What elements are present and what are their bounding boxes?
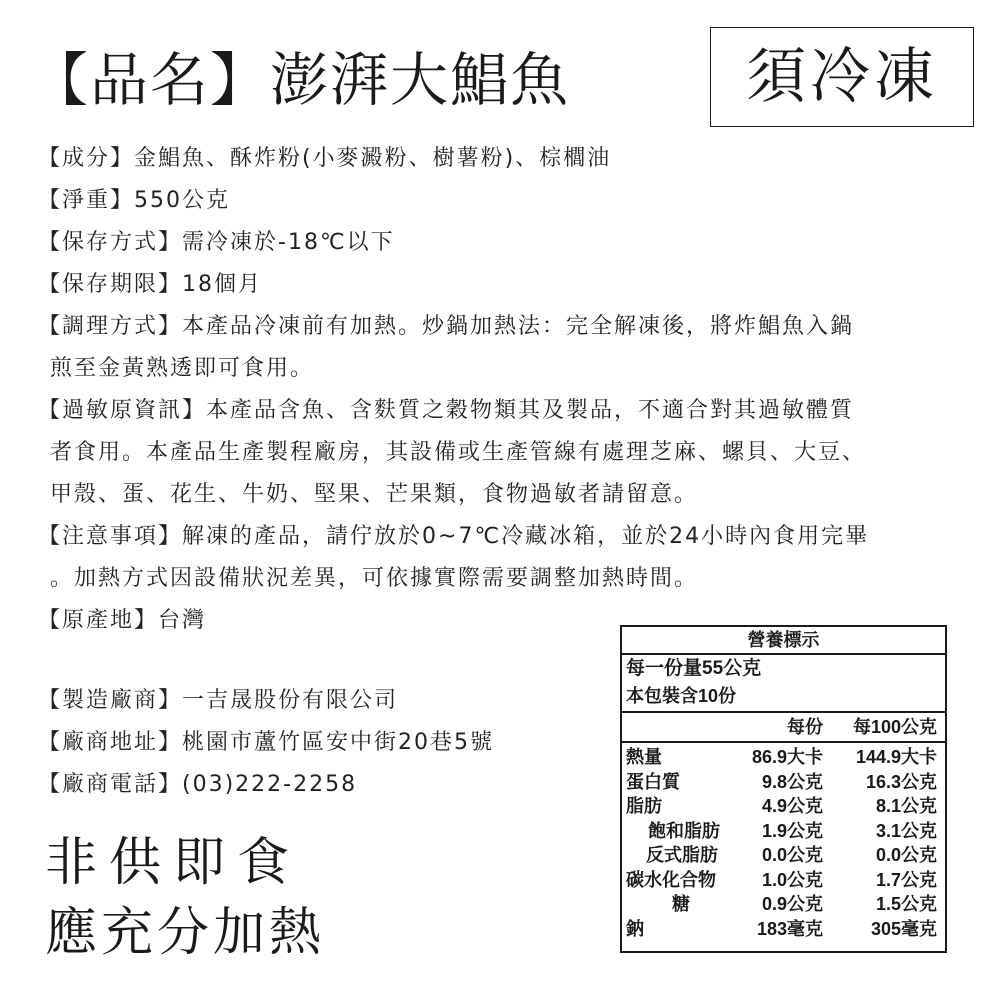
cook-value-2: 煎至金黃熟透即可食用。 <box>50 356 315 381</box>
storage-value: 需冷凍於-18℃以下 <box>182 230 395 255</box>
product-title: 【品名】澎湃大鯧魚 <box>30 46 571 114</box>
row-label: 鈉 <box>626 918 644 939</box>
allergen-line-1 <box>38 396 854 426</box>
warning-line-2: 應充分加熱 <box>45 903 326 963</box>
col-per-100g: 每100公克 <box>852 717 937 737</box>
row-label: 碳水化合物 <box>626 869 716 890</box>
address-line <box>38 728 494 758</box>
table-row <box>622 819 945 844</box>
origin-key: 【原產地】 <box>38 608 159 633</box>
row-per-serving: 1.9公克 <box>761 820 823 841</box>
notice-line-1 <box>38 522 869 552</box>
row-label: 反式脂肪 <box>646 845 718 865</box>
row-per-serving: 86.9大卡 <box>751 747 823 767</box>
shelf-value: 18個月 <box>182 272 263 297</box>
row-per-serving: 183毫克 <box>756 918 823 939</box>
serving-size: 每一份量55公克 <box>626 658 762 679</box>
col-per-serving: 每份 <box>787 717 823 737</box>
phone-key: 【廠商電話】 <box>38 772 183 797</box>
table-row <box>622 843 945 868</box>
maker-key: 【製造廠商】 <box>38 688 183 713</box>
warning-line-1: 非供即食 <box>45 833 302 893</box>
frozen-badge: 須冷凍 <box>710 27 974 127</box>
row-per-100g: 1.5公克 <box>875 894 937 914</box>
weight-key: 【淨重】 <box>38 188 135 213</box>
storage-key: 【保存方式】 <box>38 230 183 255</box>
row-per-100g: 305毫克 <box>870 918 937 939</box>
cooking-line-1 <box>38 312 854 342</box>
maker-value: 一吉晟股份有限公司 <box>182 688 399 713</box>
row-per-100g: 16.3公克 <box>865 771 937 792</box>
row-per-serving: 9.8公克 <box>761 771 823 792</box>
notice-value-1: 解凍的產品，請佇放於0~7℃冷藏冰箱，並於24小時內食用完畢 <box>182 524 870 549</box>
ingredients-key: 【成分】 <box>38 146 135 171</box>
allergen-value-3: 甲殼、蛋、花生、牛奶、堅果、芒果類，食物過敏者請留意。 <box>50 482 699 507</box>
row-label: 糖 <box>672 894 690 914</box>
nutrition-table <box>620 625 947 953</box>
row-per-100g: 0.0公克 <box>875 845 937 865</box>
nutrition-header <box>622 713 945 743</box>
nutrition-rows <box>622 743 945 941</box>
row-per-100g: 8.1公克 <box>875 796 937 816</box>
row-label: 飽和脂肪 <box>648 820 720 841</box>
table-row <box>622 770 945 795</box>
table-row <box>622 745 945 770</box>
storage-line <box>38 228 395 258</box>
phone-line <box>38 770 357 800</box>
serving-count: 本包裝含10份 <box>622 683 945 713</box>
shelf-key: 【保存期限】 <box>38 272 183 297</box>
table-row <box>622 917 945 942</box>
ingredients-line <box>38 144 611 174</box>
origin-line <box>38 606 206 636</box>
shelf-life-line <box>38 270 262 300</box>
notice-key: 【注意事項】 <box>38 524 183 549</box>
nutrition-title: 營養標示 <box>622 627 945 655</box>
weight-value: 550公克 <box>134 188 231 213</box>
origin-value: 台灣 <box>158 608 207 633</box>
table-row <box>622 868 945 893</box>
maker-line <box>38 686 398 716</box>
cook-value-1: 本產品冷凍前有加熱。炒鍋加熱法：完全解凍後，將炸鯧魚入鍋 <box>182 314 855 339</box>
notice-value-2: 。加熱方式因設備狀況差異，可依據實際需要調整加熱時間。 <box>50 566 699 591</box>
address-key: 【廠商地址】 <box>38 730 183 755</box>
row-per-serving: 1.0公克 <box>761 869 823 890</box>
row-per-100g: 144.9大卡 <box>855 747 937 767</box>
address-value: 桃園市蘆竹區安中街20巷5號 <box>182 730 495 755</box>
row-per-serving: 0.9公克 <box>761 894 823 914</box>
row-per-serving: 4.9公克 <box>761 796 823 816</box>
row-per-serving: 0.0公克 <box>761 845 823 865</box>
row-label: 蛋白質 <box>626 771 680 792</box>
ingredients-value: 金鯧魚、酥炸粉(小麥澱粉、樹薯粉)、棕櫚油 <box>134 146 612 171</box>
allergen-value-2: 者食用。本產品生產製程廠房，其設備或生產管線有處理芝麻、螺貝、大豆、 <box>50 440 867 465</box>
table-row <box>622 892 945 917</box>
row-per-100g: 3.1公克 <box>875 820 937 841</box>
row-label: 熱量 <box>626 747 662 767</box>
cook-key: 【調理方式】 <box>38 314 183 339</box>
row-per-100g: 1.7公克 <box>875 869 937 890</box>
weight-line <box>38 186 230 216</box>
allergen-key: 【過敏原資訊】 <box>38 398 207 423</box>
row-label: 脂肪 <box>626 796 662 816</box>
allergen-value-1: 本產品含魚、含麩質之穀物類其及製品，不適合對其過敏體質 <box>206 398 855 423</box>
phone-value: (03)222-2258 <box>182 772 358 797</box>
table-row <box>622 794 945 819</box>
